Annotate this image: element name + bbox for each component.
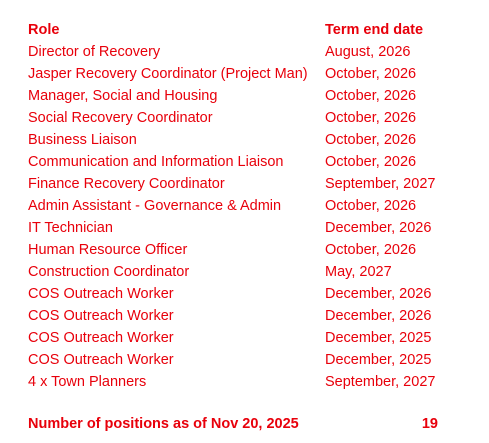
positions-count: 19 [421,416,438,432]
table-row [28,283,448,305]
role-cell: Human Resource Officer [28,242,188,258]
term-end-cell: October, 2026 [325,110,417,126]
role-cell: Finance Recovery Coordinator [28,176,225,192]
table-row [28,371,448,393]
table-row [28,63,448,85]
table-row [28,173,448,195]
role-cell: IT Technician [28,220,113,236]
role-cell: COS Outreach Worker [28,330,174,346]
term-end-cell: September, 2027 [325,176,436,192]
table-row [28,327,448,349]
role-cell: Manager, Social and Housing [28,88,218,104]
role-cell: Jasper Recovery Coordinator (Project Man) [28,66,308,82]
table-row [28,349,448,371]
term-end-cell: October, 2026 [325,66,417,82]
role-cell: Admin Assistant - Governance & Admin [28,198,282,214]
term-end-cell: August, 2026 [325,44,411,60]
role-cell: Communication and Information Liaison [28,154,284,170]
term-end-cell: December, 2025 [325,330,432,346]
table-row [28,129,448,151]
role-column-header: Role [28,22,60,38]
table-row [28,261,448,283]
role-cell: COS Outreach Worker [28,286,174,302]
role-cell: Director of Recovery [28,44,161,60]
role-cell: Business Liaison [28,132,137,148]
role-cell: Construction Coordinator [28,264,190,280]
term-end-cell: December, 2026 [325,220,432,236]
table-row [28,305,448,327]
positions-table [28,19,448,393]
term-end-cell: October, 2026 [325,132,417,148]
table-row [28,195,448,217]
role-cell: Social Recovery Coordinator [28,110,213,126]
positions-summary [28,413,438,435]
role-cell: COS Outreach Worker [28,352,174,368]
term-end-cell: May, 2027 [325,264,392,280]
term-end-cell: October, 2026 [325,198,417,214]
role-cell: COS Outreach Worker [28,308,174,324]
term-end-cell: October, 2026 [325,242,417,258]
term-end-cell: December, 2026 [325,308,432,324]
summary-label: Number of positions as of Nov 20, 2025 [28,416,299,432]
table-row [28,151,448,173]
term-end-column-header: Term end date [325,22,424,38]
table-row [28,85,448,107]
table-row [28,217,448,239]
role-cell: 4 x Town Planners [28,374,147,390]
term-end-cell: October, 2026 [325,154,417,170]
table-body [28,41,448,393]
term-end-cell: September, 2027 [325,374,436,390]
term-end-cell: December, 2026 [325,286,432,302]
table-row [28,239,448,261]
table-header-row [28,19,448,41]
term-end-cell: October, 2026 [325,88,417,104]
table-row [28,41,448,63]
term-end-cell: December, 2025 [325,352,432,368]
table-row [28,107,448,129]
